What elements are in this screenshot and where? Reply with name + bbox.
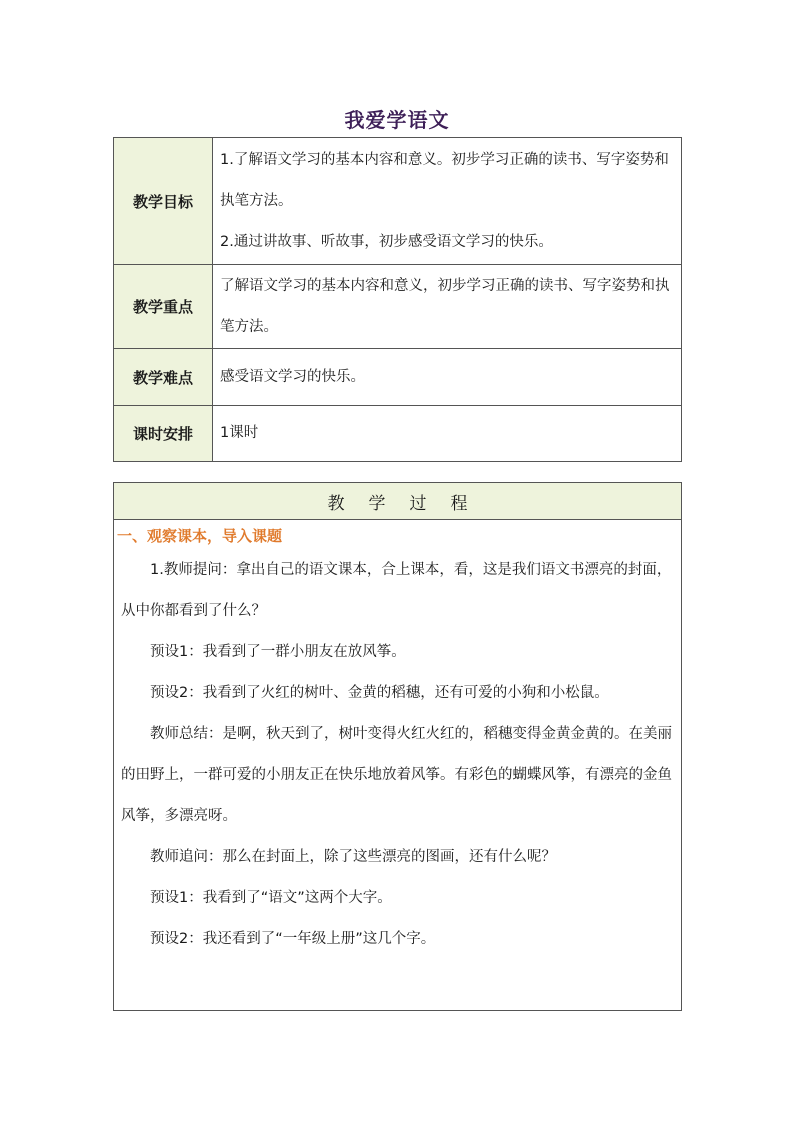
table-row xyxy=(114,138,682,265)
content-line: 了解语文学习的基本内容和意义，初步学习正确的读书、写字姿势和执笔方法。 xyxy=(220,277,670,335)
paragraph: 教师追问：那么在封面上，除了这些漂亮的图画，还有什么呢？ xyxy=(150,849,556,865)
content-line: 1.了解语文学习的基本内容和意义。初步学习正确的读书、写字姿势和执笔方法。 xyxy=(220,151,669,209)
teaching-process-table xyxy=(113,482,682,1011)
paragraph: 预设1：我看到了“语文”这两个大字。 xyxy=(150,890,392,906)
paragraph: 1.教师提问：拿出自己的语文课本，合上课本，看，这是我们语文书漂亮的封面，从中你都看到了什么？ xyxy=(121,562,672,619)
process-header: 教学过程 xyxy=(114,483,682,520)
table-row xyxy=(114,265,682,349)
document-title: 我爱学语文 xyxy=(344,108,450,132)
row-label: 教学目标 xyxy=(114,138,213,265)
paragraph: 预设2：我看到了火红的树叶、金黄的稻穗，还有可爱的小狗和小松鼠。 xyxy=(150,685,609,701)
section-heading: 一、观察课本，导入课题 xyxy=(117,527,283,545)
paragraph: 教师总结：是啊，秋天到了，树叶变得火红火红的，稻穗变得金黄金黄的。在美丽的田野上，一群可爱的小朋友正在快乐地放着风筝。有彩色的蝴蝶风筝，有漂亮的金鱼风筝，多漂亮呀。 xyxy=(121,726,672,824)
paragraph: 预设2：我还看到了“一年级上册”这几个字。 xyxy=(150,931,436,947)
row-content xyxy=(213,265,682,349)
row-content xyxy=(213,138,682,265)
content-line: 2.通过讲故事、听故事，初步感受语文学习的快乐。 xyxy=(220,233,553,250)
content-line: 感受语文学习的快乐。 xyxy=(220,368,365,385)
row-content xyxy=(213,349,682,406)
lesson-info-table xyxy=(113,137,682,462)
paragraph: 预设1：我看到了一群小朋友在放风筝。 xyxy=(150,644,406,660)
row-label: 教学难点 xyxy=(114,349,213,406)
process-body xyxy=(114,520,682,1011)
row-label: 课时安排 xyxy=(114,406,213,462)
table-row xyxy=(114,520,682,1011)
table-row xyxy=(114,406,682,462)
row-label: 教学重点 xyxy=(114,265,213,349)
table-row xyxy=(114,349,682,406)
row-content xyxy=(213,406,682,462)
table-row xyxy=(114,483,682,520)
content-line: 1课时 xyxy=(220,425,259,441)
